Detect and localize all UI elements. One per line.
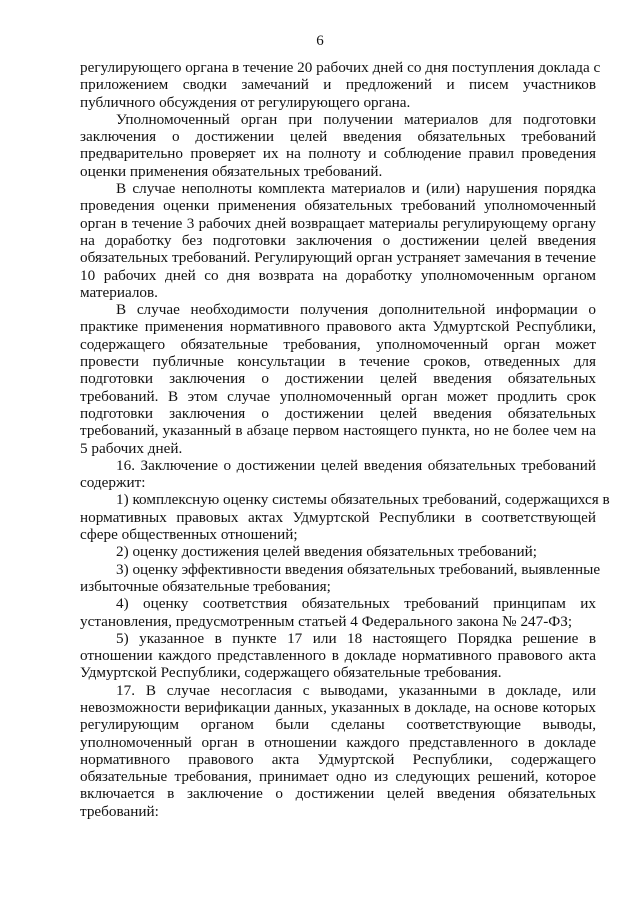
paragraph bbox=[80, 111, 596, 180]
text-line: требований, указанный в абзаце первом настоящего пункта, но не более чем на bbox=[80, 422, 596, 440]
text-line: регулирующего органа в течение 20 рабочих дней со дня поступления доклада с bbox=[80, 59, 601, 76]
paragraph bbox=[80, 180, 596, 301]
text-line: приложением сводки замечаний и предложений и писем участников bbox=[80, 76, 596, 94]
text-line: отношении каждого представленного в докладе нормативного правового акта bbox=[80, 647, 596, 665]
text-line: установления, предусмотренным статьей 4 Федерального закона № 247-ФЗ; bbox=[80, 612, 573, 630]
text-line: проведения оценки применения обязательных требований уполномоченный bbox=[80, 197, 596, 215]
paragraph bbox=[80, 595, 596, 630]
text-line: оценки применения обязательных требований. bbox=[80, 162, 383, 180]
text-line: В случае неполноты комплекта материалов и (или) нарушения порядка bbox=[116, 180, 596, 198]
text-line: 1) комплексную оценку системы обязательных требований, содержащихся в bbox=[116, 491, 610, 509]
text-line: уполномоченный орган в отношении каждого представленного в докладе bbox=[80, 733, 596, 751]
text-line: 2) оценку достижения целей введения обязательных требований; bbox=[116, 543, 537, 561]
text-line: Удмуртской Республики, содержащего обязательные требования. bbox=[80, 664, 502, 682]
text-line: сфере общественных отношений; bbox=[80, 526, 298, 544]
paragraph bbox=[80, 59, 601, 111]
text-line: В случае необходимости получения дополнительной информации о bbox=[116, 301, 596, 319]
text-line: обязательные требования, принимает одно из следующих решений, которое bbox=[80, 768, 596, 786]
text-line: 4) оценку соответствия обязательных требований принципам их bbox=[116, 595, 596, 613]
text-line: 3) оценку эффективности введения обязательных требований, выявленные bbox=[116, 560, 601, 578]
text-line: 10 рабочих дней со дня возврата на доработку уполномоченным органом bbox=[80, 266, 596, 284]
text-line: орган в течение 3 рабочих дней возвращает материалы регулирующему органу bbox=[80, 214, 596, 232]
text-line: 17. В случае несогласия с выводами, указанными в докладе, или bbox=[116, 681, 596, 699]
text-line: 5 рабочих дней. bbox=[80, 439, 183, 457]
text-line: на доработку без подготовки заключения о достижении целей введения bbox=[80, 231, 596, 249]
text-line: подготовки заключения о достижении целей введения обязательных bbox=[80, 404, 596, 422]
paragraph bbox=[80, 630, 596, 682]
text-line: 5) указанное в пункте 17 или 18 настоящего Порядка решение в bbox=[116, 629, 596, 647]
text-line: требований. В этом случае уполномоченный орган может продлить срок bbox=[80, 387, 596, 405]
text-line: невозможности верификации данных, указанных в докладе, на основе которых bbox=[80, 698, 596, 716]
text-line: материалов. bbox=[80, 283, 158, 301]
text-line: заключения о достижении целей введения обязательных требований bbox=[80, 128, 596, 146]
text-line: Уполномоченный орган при получении материалов для подготовки bbox=[116, 110, 596, 128]
text-line: публичного обсуждения от регулирующего органа. bbox=[80, 93, 411, 111]
page-number: 6 bbox=[316, 33, 324, 49]
text-line: требований: bbox=[80, 802, 159, 820]
text-line: предварительно проверяет их на полноту и соблюдение правил проведения bbox=[80, 145, 596, 163]
document-body bbox=[80, 59, 610, 820]
paragraph bbox=[80, 682, 596, 820]
paragraph bbox=[80, 560, 601, 596]
text-line: нормативного правового акта Удмуртской Республики, содержащего bbox=[80, 750, 596, 768]
text-line: провести публичные консультации в течение сроков, отведенных для bbox=[80, 353, 596, 371]
text-line: регулирующим органом были сделаны соответствующие выводы, bbox=[80, 716, 596, 734]
paragraph bbox=[80, 543, 596, 560]
paragraph bbox=[80, 457, 596, 492]
text-line: содержащего обязательные требования, уполномоченный орган может bbox=[80, 335, 596, 353]
paragraph bbox=[80, 491, 610, 544]
text-line: подготовки заключения о достижении целей введения обязательных bbox=[80, 370, 596, 388]
text-line: обязательных требований. Регулирующий орган устраняет замечания в течение bbox=[80, 249, 596, 267]
text-line: 16. Заключение о достижении целей введения обязательных требований bbox=[116, 456, 596, 474]
text-line: практике применения нормативного правового акта Удмуртской Республики, bbox=[80, 318, 596, 336]
paragraph bbox=[80, 301, 596, 457]
text-line: содержит: bbox=[80, 474, 146, 492]
text-line: включается в заключение о достижении целей введения обязательных bbox=[80, 785, 596, 803]
text-line: избыточные обязательные требования; bbox=[80, 577, 331, 595]
text-line: нормативных правовых актах Удмуртской Республики в соответствующей bbox=[80, 508, 596, 526]
